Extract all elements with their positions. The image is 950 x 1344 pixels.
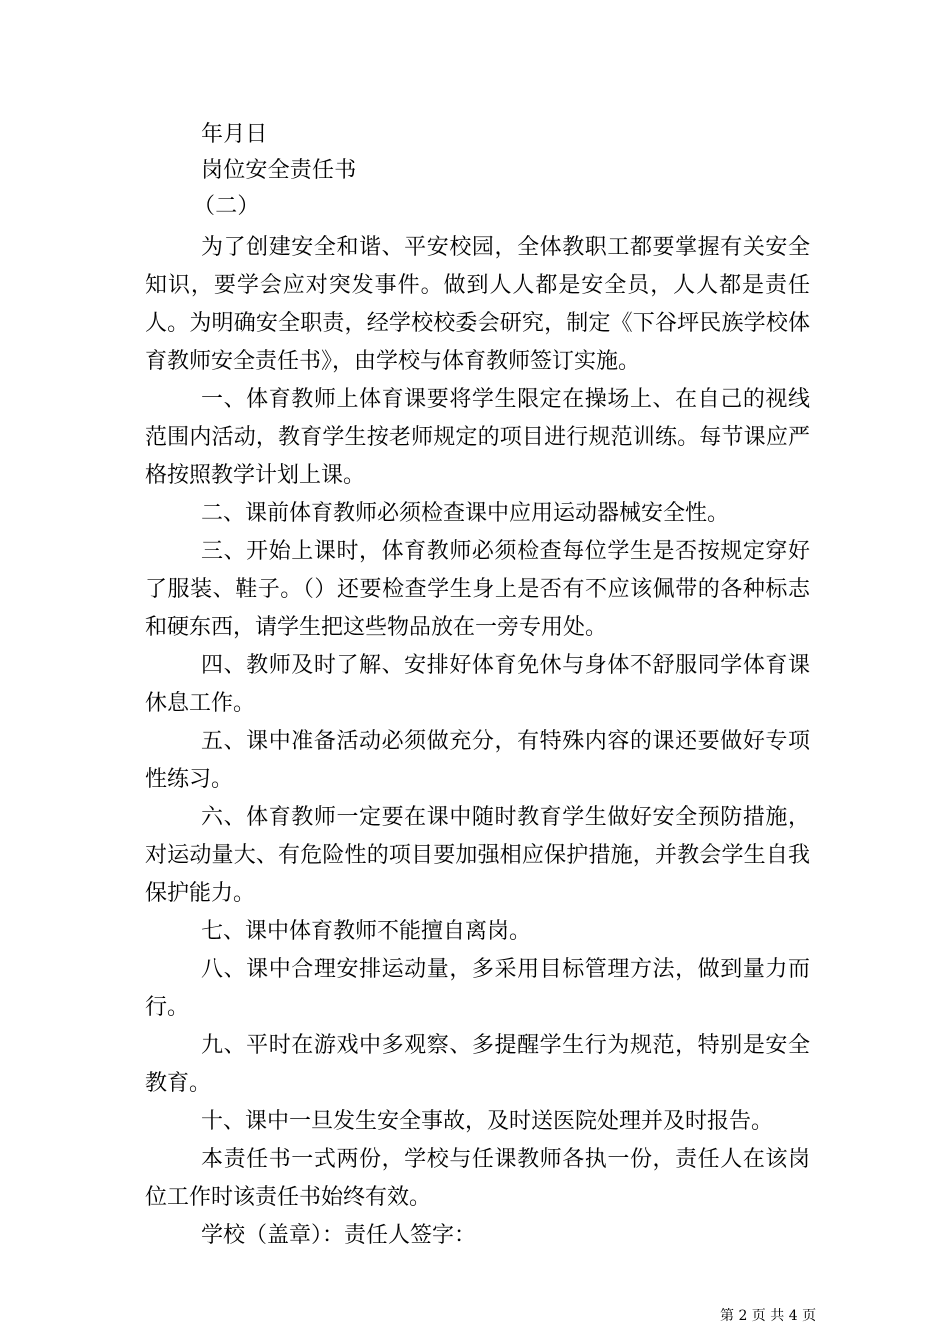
signature-line: 学校（盖章）：责任人签字：: [201, 1223, 477, 1248]
paragraph-item-3: 三、开始上课时，体育教师必须检查每位学生是否按规定穿好了服装、鞋子。（）还要检查学生身上是否有不应该佩带的各种标志和硬东西，请学生把这些物品放在一旁专用处。: [145, 539, 810, 640]
paragraph-item-6: 六、体育教师一定要在课中随时教育学生做好安全预防措施，对运动量大、有危险性的项目要加强相应保护措施，并教会学生自我保护能力。: [145, 805, 810, 906]
paragraph-item-1: 一、体育教师上体育课要将学生限定在操场上、在自己的视线范围内活动，教育学生按老师规定的项目进行规范训练。每节课应严格按照教学计划上课。: [145, 387, 810, 488]
page-indicator: 第 2 页 共 4 页: [720, 1308, 817, 1324]
date-line: 年月日: [201, 122, 268, 147]
paragraph-item-2: 二、课前体育教师必须检查课中应用运动器械安全性。: [201, 501, 730, 526]
document-subtitle: （二）: [193, 194, 260, 219]
paragraph-intro: 为了创建安全和谐、平安校园，全体教职工都要掌握有关安全知识，要学会应对突发事件。做到人人都是安全员，人人都是责任人。为明确安全职责，经学校校委会研究，制定《下谷坪民族学校体育教师安全责任书》，由学校与体育教师签订实施。: [145, 235, 810, 374]
paragraph-item-7: 七、课中体育教师不能擅自离岗。: [201, 919, 532, 944]
paragraph-item-5: 五、课中准备活动必须做充分，有特殊内容的课还要做好专项性练习。: [145, 729, 810, 792]
paragraph-item-8: 八、课中合理安排运动量，多采用目标管理方法，做到量力而行。: [145, 957, 810, 1020]
paragraph-item-9: 九、平时在游戏中多观察、多提醒学生行为规范，特别是安全教育。: [145, 1033, 810, 1096]
paragraph-item-10: 十、课中一旦发生安全事故，及时送医院处理并及时报告。: [201, 1109, 774, 1134]
document-title: 岗位安全责任书: [201, 158, 357, 183]
paragraph-closing: 本责任书一式两份，学校与任课教师各执一份，责任人在该岗位工作时该责任书始终有效。: [145, 1147, 810, 1210]
document-body: [145, 117, 810, 1255]
paragraph-item-4: 四、教师及时了解、安排好体育免休与身体不舒服同学体育课休息工作。: [145, 653, 810, 716]
